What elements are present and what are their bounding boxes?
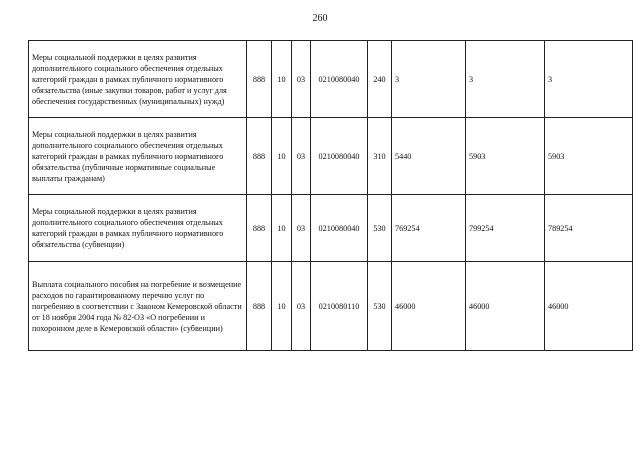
subsection-code: 03 — [292, 41, 311, 118]
subsection-code: 03 — [292, 118, 311, 195]
subsection-code: 03 — [292, 262, 311, 351]
target-article-code: 0210080110 — [311, 262, 368, 351]
row-description: Меры социальной поддержки в целях развития дополнительного социального обеспечения отдельных категорий граждан в рамках публичного нормативного обязательства (публичные нормативные социальные выплаты гражданам) — [29, 118, 247, 195]
expense-type-code: 530 — [368, 195, 392, 262]
section-code: 10 — [272, 41, 292, 118]
row-description: Меры социальной поддержки в целях развития дополнительного социального обеспечения отдельных категорий граждан в рамках публичного нормативного обязательства (иные закупки товаров, работ и услуг для обеспечения государственных (муниципальных) нужд) — [29, 41, 247, 118]
section-code: 10 — [272, 195, 292, 262]
amount-year-3: 5903 — [545, 118, 633, 195]
target-article-code: 0210080040 — [311, 41, 368, 118]
amount-year-1: 46000 — [392, 262, 466, 351]
target-article-code: 0210080040 — [311, 195, 368, 262]
ministry-code: 888 — [247, 118, 272, 195]
expense-type-code: 310 — [368, 118, 392, 195]
table-row — [29, 118, 633, 195]
amount-year-3: 789254 — [545, 195, 633, 262]
amount-year-3: 46000 — [545, 262, 633, 351]
amount-year-1: 3 — [392, 41, 466, 118]
amount-year-1: 5440 — [392, 118, 466, 195]
subsection-code: 03 — [292, 195, 311, 262]
ministry-code: 888 — [247, 41, 272, 118]
amount-year-3: 3 — [545, 41, 633, 118]
table-row — [29, 262, 633, 351]
ministry-code: 888 — [247, 262, 272, 351]
target-article-code: 0210080040 — [311, 118, 368, 195]
amount-year-2: 799254 — [466, 195, 545, 262]
ministry-code: 888 — [247, 195, 272, 262]
amount-year-2: 3 — [466, 41, 545, 118]
table-row — [29, 195, 633, 262]
section-code: 10 — [272, 262, 292, 351]
amount-year-2: 46000 — [466, 262, 545, 351]
expense-type-code: 530 — [368, 262, 392, 351]
amount-year-1: 769254 — [392, 195, 466, 262]
page-number: 260 — [312, 13, 328, 24]
row-description: Меры социальной поддержки в целях развития дополнительного социального обеспечения отдельных категорий граждан в рамках публичного нормативного обязательства (субвенции) — [29, 195, 247, 262]
budget-table — [28, 40, 633, 351]
row-description: Выплата социального пособия на погребение и возмещение расходов по гарантированному перечню услуг по погребению в соответствии с Законом Кемеровской области от 18 ноября 2004 года № 82-ОЗ «О погребении и похоронном деле в Кемеровской области» (субвенции) — [29, 262, 247, 351]
amount-year-2: 5903 — [466, 118, 545, 195]
expense-type-code: 240 — [368, 41, 392, 118]
section-code: 10 — [272, 118, 292, 195]
table-row — [29, 41, 633, 118]
